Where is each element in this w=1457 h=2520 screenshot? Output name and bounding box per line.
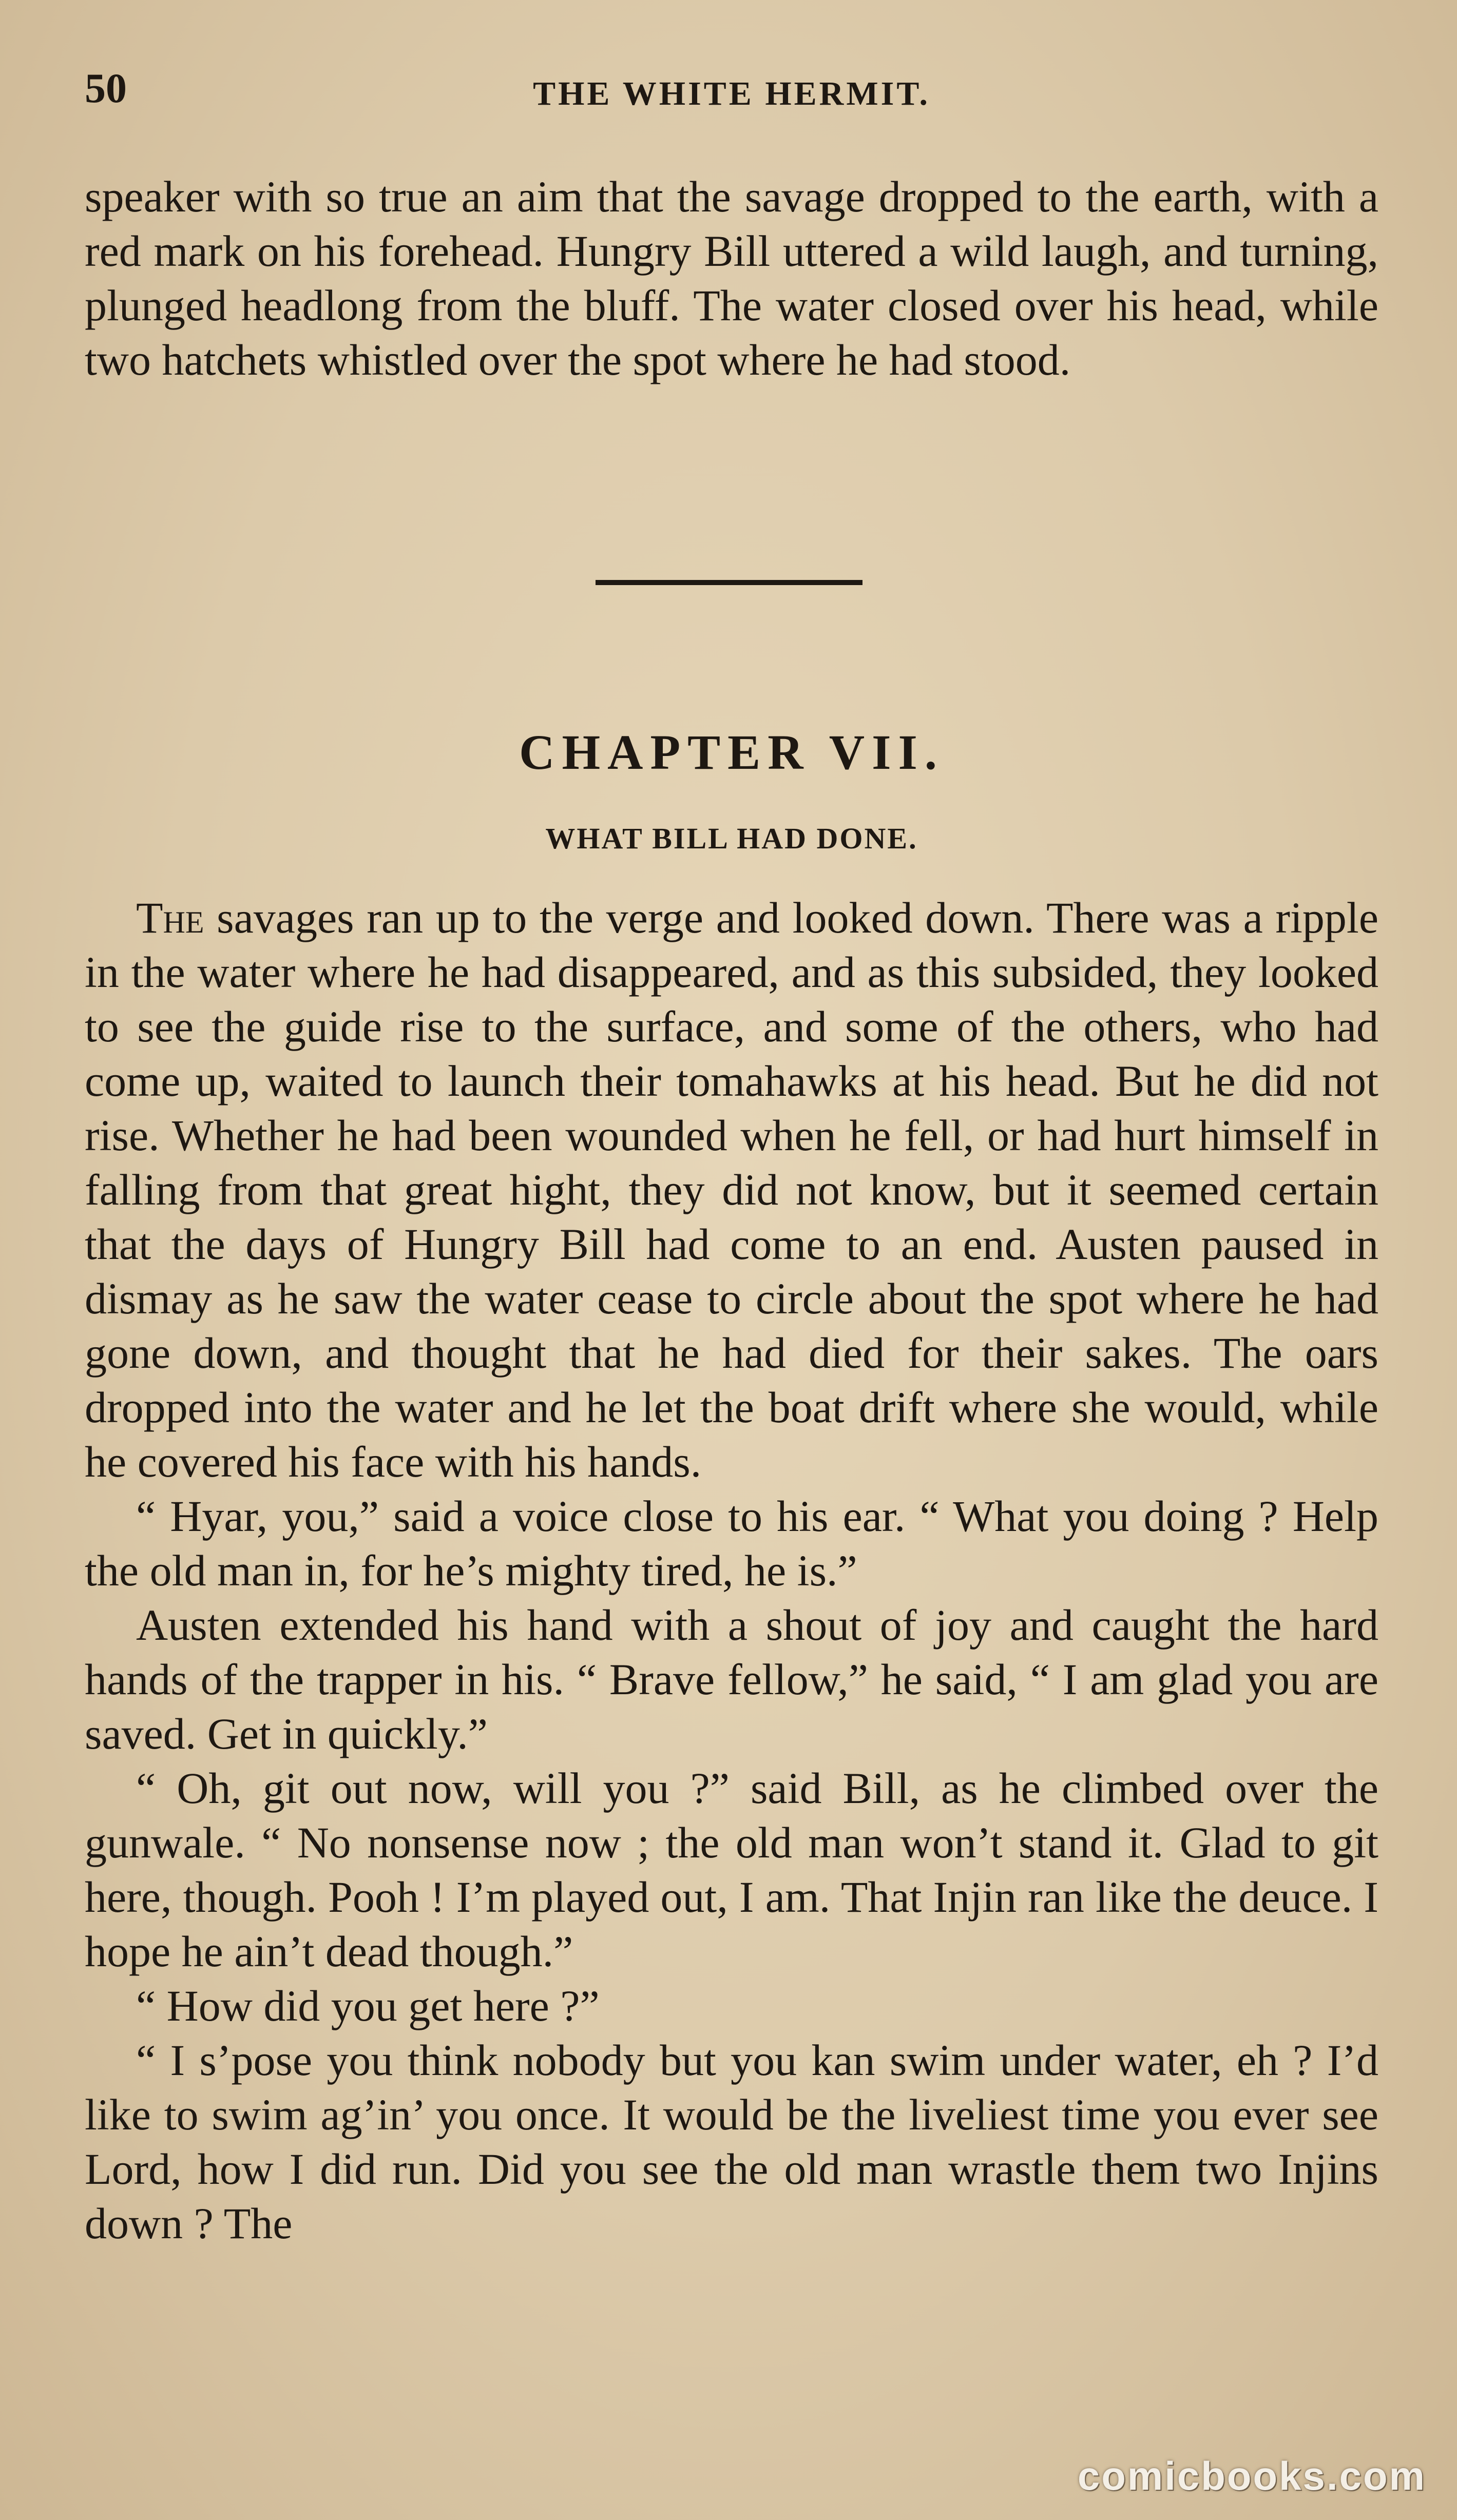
site-watermark: comicbooks.com bbox=[1077, 2453, 1426, 2498]
running-title: THE WHITE HERMIT. bbox=[533, 75, 930, 112]
chapter-paragraph: Austen extended his hand with a shout of joy and caught the hard hands of the trapper in his. “ Brave fellow,” he said, “ I am glad you are saved. Get in quickly.” bbox=[85, 1600, 1378, 1758]
chapter-heading: CHAPTER VII. bbox=[519, 725, 944, 780]
chapter-paragraph: “ How did you get here ?” bbox=[136, 1981, 600, 2030]
chapter-paragraph: “ Hyar, you,” said a voice close to his ear. “ What you doing ? Help the old man in, for he’s mighty tired, he is.” bbox=[85, 1491, 1378, 1595]
chapter-paragraph: “ Oh, git out now, will you ?” said Bill, as he climbed over the gunwale. “ No nonsense now ; the old man won’t stand it. Glad to git here, though. Pooh ! I’m played out, I am. That Injin ran like the deuce. I hope he ain’t dead though.” bbox=[85, 1763, 1378, 1976]
opening-paragraph: speaker with so true an aim that the savage dropped to the earth, with a red mark on his forehead. Hungry Bill uttered a wild laugh, and turning, plunged headlong from the bluff. The water closed over his head, while two hatchets whistled over the spot where he had stood. bbox=[85, 172, 1378, 384]
chapter-paragraph: “ I s’pose you think nobody but you kan swim under water, eh ? I’d like to swim ag’in’ you once. It would be the liveliest time you ever see Lord, how I did run. Did you see the old man wrastle them two Injins down ? The bbox=[85, 2036, 1378, 2248]
running-head bbox=[85, 59, 1378, 126]
opening-text bbox=[85, 169, 1378, 387]
chapter-paragraph bbox=[85, 890, 1378, 1489]
chapter-first-word: The bbox=[136, 893, 204, 942]
section-divider bbox=[596, 580, 862, 585]
chapter-paragraph-text: savages ran up to the verge and looked down. There was a ripple in the water where he had disappeared, and as this subsided, they looked to see the guide rise to the surface, and some of the others, who had come up, waited to launch their tomahawks at his head. But he did not rise. Whether he had been wounded when he fell, or had hurt himself in falling from that great hight, they did not know, but it seemed certain that the days of Hungry Bill had come to an end. Austen paused in dismay as he saw the water cease to circle about the spot where he had gone down, and thought that he had died for their sakes. The oars dropped into the water and he let the boat drift where she would, while he covered his face with his hands. bbox=[85, 893, 1378, 1486]
chapter-text bbox=[85, 890, 1378, 2251]
page-number: 50 bbox=[85, 65, 127, 111]
chapter-subtitle: WHAT BILL HAD DONE. bbox=[545, 822, 918, 855]
